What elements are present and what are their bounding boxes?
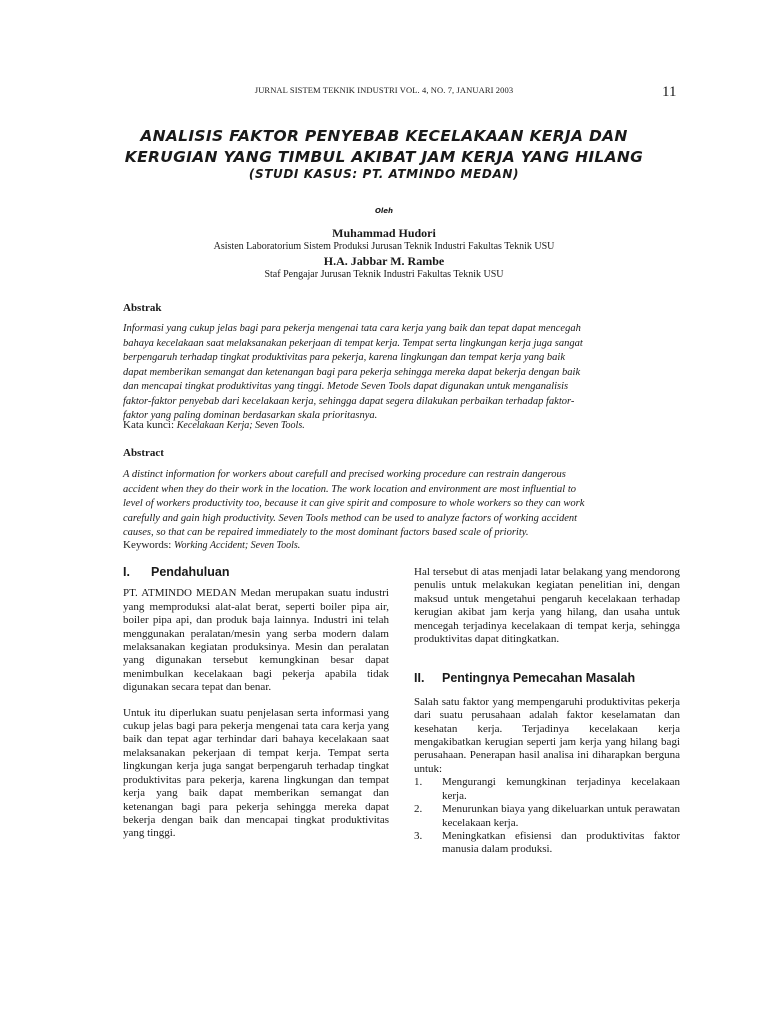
abstract-line: level of workers productivity too, because it can give spirit and composure to whole workers so they can work bbox=[123, 498, 585, 509]
keywords-label: Keywords: bbox=[123, 539, 172, 551]
list-text: Meningkatkan efisiensi dan produktivitas faktor manusia dalam produksi. bbox=[442, 829, 680, 856]
paper-title bbox=[0, 126, 768, 168]
kata-kunci-value: Kecelakaan Kerja; Seven Tools. bbox=[176, 420, 305, 431]
author-affiliation: Asisten Laboratorium Sistem Produksi Jurusan Teknik Industri Fakultas Teknik USU bbox=[213, 241, 555, 252]
abstract-line: causes, so that can be repaired immediately to the most dominant factors based scale of priority. bbox=[123, 527, 529, 538]
list-item bbox=[414, 776, 680, 803]
list-number: 1. bbox=[414, 776, 423, 789]
paragraph: Salah satu faktor yang mempengaruhi produktivitas pekerja dari suatu perusahaan adalah faktor keselamatan dan kesehatan kerja. Terjadinya kecelakaan kerja mengakibatkan kerugian seperti jam kerja yang hilang bagi perusahaan. Penerapan hasil analisa ini diharapkan berguna untuk: bbox=[414, 695, 680, 775]
abstrak-line: dan mencapai tingkat produktivitas yang tinggi. Metode Seven Tools dapat digunakan untuk menganalisis bbox=[123, 381, 569, 392]
abstract-heading: Abstract bbox=[123, 447, 164, 459]
title-line-2: KERUGIAN YANG TIMBUL AKIBAT JAM KERJA YANG HILANG bbox=[124, 148, 644, 166]
section-heading-pendahuluan bbox=[123, 566, 389, 579]
section-title: Pentingnya Pemecahan Masalah bbox=[442, 671, 636, 686]
section-heading-pemecahan-masalah bbox=[414, 672, 680, 685]
abstrak-line: faktor-faktor penyebab dari kecelakaan kerja, sehingga dapat segera dilakukan perbaikan terhadap faktor- bbox=[123, 395, 575, 407]
paragraph: PT. ATMINDO MEDAN Medan merupakan suatu industri yang memproduksi alat-alat berat, seperti boiler pipa air, boiler pipa api, dan produk baja lainnya. Industri ini telah menggunakan peralatan/mesin yang serba modern dalam melaksanakan kegiatan produksinya. Mesin dan peralatan yang digunakan tersebut kemungkinan besar dapat menimbulkan kecelakaan bagi pekerja apabila tidak digunakan secara tepat dan benar. bbox=[123, 587, 389, 694]
abstract-text bbox=[123, 468, 680, 541]
author-name: Muhammad Hudori bbox=[332, 226, 436, 240]
left-column bbox=[123, 566, 389, 841]
abstract-line: accident when they do their work in the location. The work location and environment are most influential to bbox=[123, 483, 576, 495]
abstrak-line: bahaya kecelakaan saat melaksanakan pekerjaan di tempat kerja. Tempat serta lingkungan kerja juga sangat bbox=[123, 337, 583, 349]
paragraph: Hal tersebut di atas menjadi latar belakang yang mendorong penulis untuk melakukan kegiatan penelitian ini, dengan maksud untuk mengetahui pengaruh kecelakaan terhadap kerugian akibat jam kerja yang hilang, dan usaha untuk mencegah terjadinya kecelakaan di tempat kerja, sehingga produktivitas dapat ditingkatkan. bbox=[414, 566, 680, 646]
section-number: II. bbox=[414, 671, 425, 686]
keywords bbox=[123, 539, 680, 552]
abstrak-text bbox=[123, 322, 680, 424]
abstrak-heading: Abstrak bbox=[123, 302, 162, 314]
right-column bbox=[414, 566, 680, 857]
by-label: Oleh bbox=[374, 207, 394, 215]
abstrak-line: dapat memberikan semangat dan ketenangan bagi para pekerja sehingga mereka dapat bekerja dengan baik bbox=[123, 366, 581, 378]
paper-subtitle: (STUDI KASUS: PT. ATMINDO MEDAN) bbox=[248, 167, 520, 181]
list-text: Menurunkan biaya yang dikeluarkan untuk perawatan kecelakaan kerja. bbox=[442, 803, 680, 829]
abstrak-line: Informasi yang cukup jelas bagi para pekerja mengenai tata cara kerja yang baik dan tepat dapat mencegah bbox=[123, 323, 581, 334]
abstrak-line: faktor yang paling dominan berdasarkan skala prioritasnya. bbox=[123, 410, 378, 421]
section-title: Pendahuluan bbox=[151, 565, 230, 579]
list-text: Mengurangi kemungkinan terjadinya kecelakaan kerja. bbox=[442, 776, 680, 802]
keywords-value: Working Accident; Seven Tools. bbox=[174, 540, 301, 551]
list-item bbox=[414, 803, 680, 830]
paragraph: Untuk itu diperlukan suatu penjelasan serta informasi yang cukup jelas bagi para pekerja mengenai tata cara kerja yang baik dan tepat agar terhindar dari bahaya kecelakaan saat melaksanakan pekerjaan di tempat kerja. Tempat serta lingkungan kerja juga sangat berpengaruh terhadap tingkat produktivitas para pekerja, karena lingkungan dan tempat kerja yang baik dapat memberikan semangat dan ketenangan bagi para pekerja sehingga mereka dapat bekerja dengan baik dan mencapai tingkat produktivitas yang tinggi. bbox=[123, 706, 389, 840]
kata-kunci-label: Kata kunci: bbox=[123, 419, 175, 431]
author-name: H.A. Jabbar M. Rambe bbox=[323, 254, 445, 268]
abstract-line: A distinct information for workers about carefull and precised working procedure can restrain dangerous bbox=[123, 469, 566, 480]
kata-kunci bbox=[123, 419, 680, 432]
abstract-line: carefully and gain high productivity. Seven Tools method can be used to analyze factors of working accident bbox=[123, 512, 578, 524]
title-line-1: ANALISIS FAKTOR PENYEBAB KECELAKAAN KERJA DAN bbox=[140, 127, 628, 145]
abstrak-line: berpengaruh terhadap tingkat produktivitas para pekerja, karena lingkungan dan tempat kerja yang baik bbox=[123, 352, 565, 363]
page-number: 11 bbox=[662, 84, 677, 100]
goals-list bbox=[414, 776, 680, 856]
section-number: I. bbox=[123, 565, 130, 579]
list-number: 3. bbox=[414, 829, 423, 842]
journal-running-header: JURNAL SISTEM TEKNIK INDUSTRI VOL. 4, NO. 7, JANUARI 2003 bbox=[254, 85, 514, 95]
author-affiliation: Staf Pengajar Jurusan Teknik Industri Fakultas Teknik USU bbox=[264, 269, 504, 280]
list-number: 2. bbox=[414, 803, 423, 816]
list-item bbox=[414, 830, 680, 857]
